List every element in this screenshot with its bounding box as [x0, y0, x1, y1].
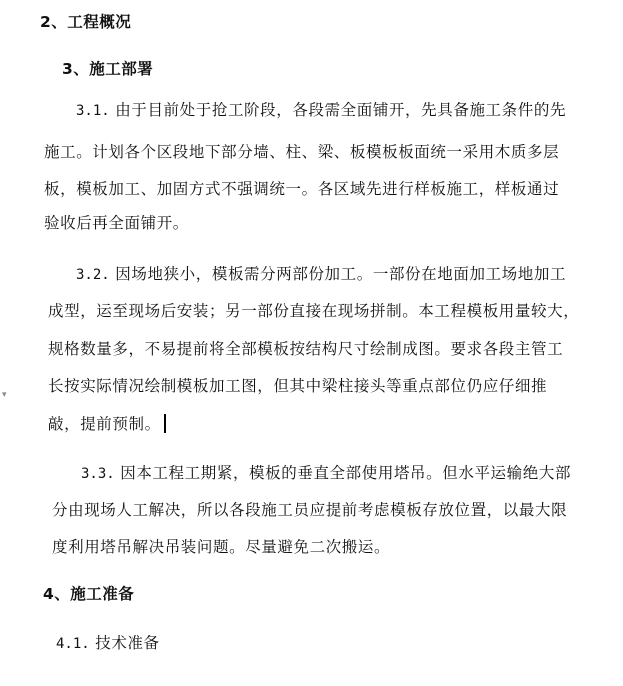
paragraph-3-1-line-1	[76, 98, 566, 120]
heading-construction-preparation: 4、施工准备	[43, 585, 135, 603]
paragraph-3-2-line-4: 长按实际情况绘制模板加工图，但其中梁柱接头等重点部位仍应仔细推	[48, 377, 548, 395]
paragraph-3-2-line-5	[48, 412, 166, 434]
paragraph-3-2-line-1	[76, 262, 566, 284]
paragraph-3-3-line-1	[81, 461, 571, 483]
paragraph-text: 由于目前处于抢工阶段，各段需全面铺开，先具备施工条件的先	[115, 101, 567, 119]
section-number: 3.3.	[81, 466, 115, 482]
paragraph-3-1-line-2: 施工。计划各个区段地下部分墙、柱、梁、板模板板面统一采用木质多层	[44, 143, 560, 161]
subsection-title: 技术准备	[95, 634, 160, 652]
subsection-4-1	[56, 631, 160, 653]
paragraph-3-3-line-3: 度利用塔吊解决吊装问题。尽量避免二次搬运。	[52, 538, 391, 556]
paragraph-text: 敲，提前预制。	[48, 415, 161, 433]
paragraph-3-1-line-4: 验收后再全面铺开。	[44, 214, 189, 232]
paragraph-3-2-line-3: 规格数量多，不易提前将全部模板按结构尺寸绘制成图。要求各段主管工	[48, 340, 564, 358]
text-cursor	[164, 414, 166, 433]
section-number: 4.1.	[56, 636, 90, 652]
paragraph-3-3-line-2: 分由现场人工解决，所以各段施工员应提前考虑模板存放位置，以最大限	[52, 501, 568, 519]
paragraph-text: 因场地狭小，模板需分两部份加工。一部份在地面加工场地加工	[115, 265, 567, 283]
margin-marker-icon: ▾	[2, 390, 7, 400]
section-number: 3.1.	[76, 103, 110, 119]
heading-construction-deployment: 3、施工部署	[62, 60, 154, 78]
paragraph-3-2-line-2: 成型，运至现场后安装；另一部份直接在现场拼制。本工程模板用量较大，	[48, 302, 580, 320]
paragraph-3-1-line-3: 板，模板加工、加固方式不强调统一。各区域先进行样板施工，样板通过	[44, 180, 560, 198]
section-number: 3.2.	[76, 267, 110, 283]
heading-project-overview: 2、工程概况	[40, 13, 132, 31]
paragraph-text: 因本工程工期紧，模板的垂直全部使用塔吊。但水平运输绝大部	[120, 464, 572, 482]
